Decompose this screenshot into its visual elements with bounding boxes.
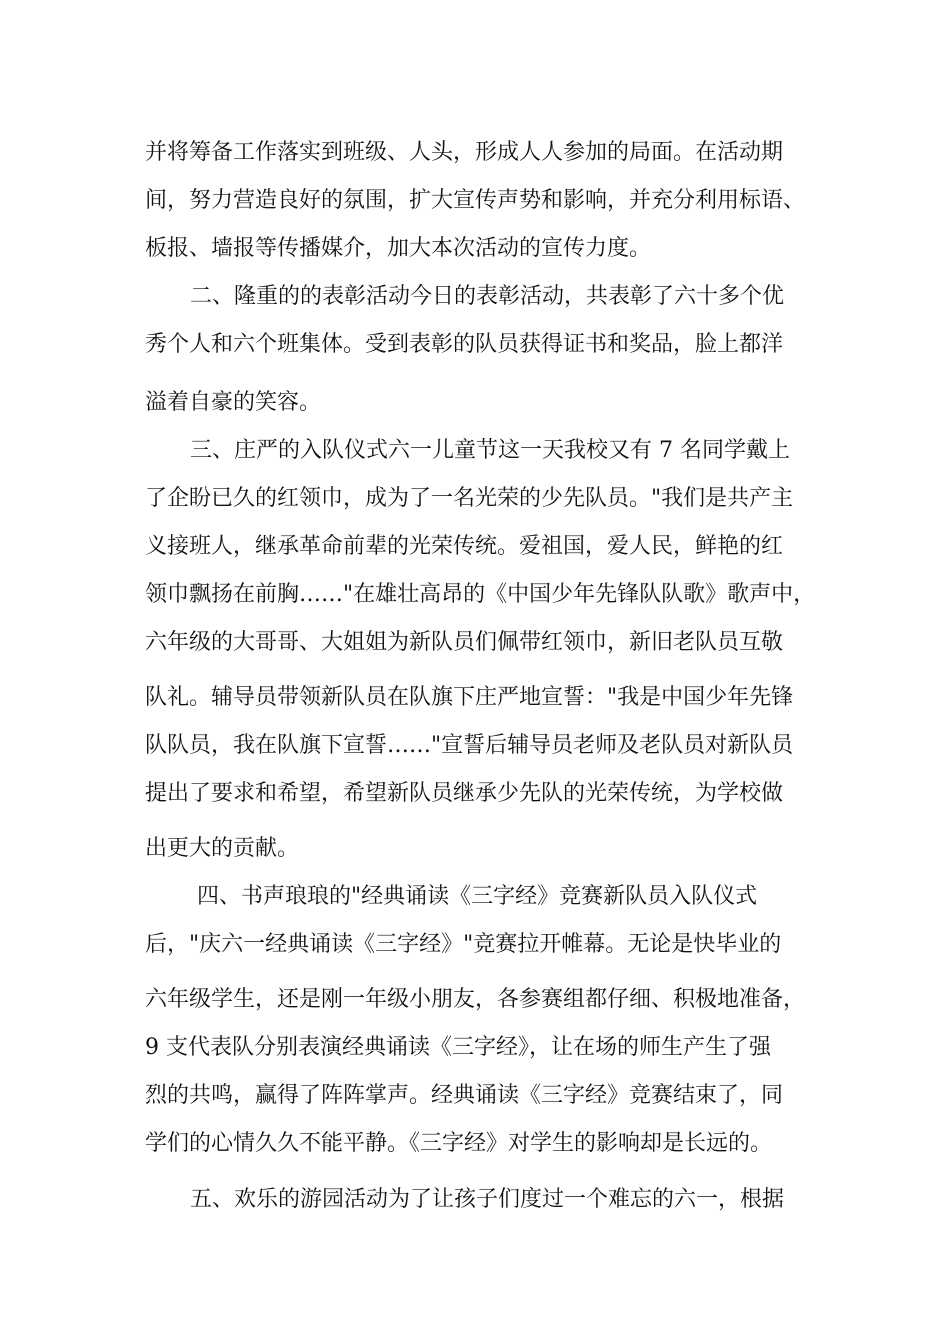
text-line: 六年级学生，还是刚一年级小朋友，各参赛组都仔细、积极地准备， — [145, 987, 806, 1012]
text-line: 队礼。辅导员带领新队员在队旗下庄严地宣誓："我是中国少年先锋 — [145, 685, 794, 710]
text-line: 队队员，我在队旗下宣誓……"宣誓后辅导员老师及老队员对新队员 — [145, 733, 794, 758]
text-line: 领巾飘扬在前胸……"在雄壮高昂的《中国少年先锋队队歌》歌声中， — [145, 582, 816, 607]
text-line: 9 支代表队分别表演经典诵读《三字经》，让在场的师生产生了强 — [145, 1035, 771, 1060]
paragraph-start-line: 三、庄严的入队仪式六一儿童节这一天我校又有 7 名同学戴上 — [190, 438, 790, 463]
text-line: 秀个人和六个班集体。受到表彰的队员获得证书和奖品，脸上都洋 — [145, 332, 784, 357]
text-line: 间，努力营造良好的氛围，扩大宣传声势和影响，并充分利用标语、 — [145, 188, 806, 213]
paragraph-start-line: 四、书声琅琅的"经典诵读《三字经》竞赛新队员入队仪式 — [197, 884, 758, 909]
text-line: 了企盼已久的红领巾，成为了一名光荣的少先队员。"我们是共产主 — [145, 486, 794, 511]
text-line: 并将筹备工作落实到班级、人头，形成人人参加的局面。在活动期 — [145, 140, 784, 165]
text-line: 溢着自豪的笑容。 — [145, 390, 322, 415]
text-line: 烈的共鸣，赢得了阵阵掌声。经典诵读《三字经》竞赛结束了，同 — [145, 1083, 784, 1108]
paragraph-start-line: 二、隆重的的表彰活动今日的表彰活动，共表彰了六十多个优 — [190, 284, 785, 309]
text-line: 后，"庆六一经典诵读《三字经》"竞赛拉开帷幕。无论是快毕业的 — [145, 932, 782, 957]
text-line: 义接班人，继承革命前辈的光荣传统。爱祖国，爱人民，鲜艳的红 — [145, 534, 784, 559]
text-line: 提出了要求和希望，希望新队员继承少先队的光荣传统，为学校做 — [145, 781, 784, 806]
text-line: 学们的心情久久不能平静。《三字经》对学生的影响却是长远的。 — [145, 1131, 773, 1156]
text-line: 出更大的贡献。 — [145, 836, 300, 861]
text-line: 板报、墙报等传播媒介，加大本次活动的宣传力度。 — [145, 236, 652, 261]
text-line: 六年级的大哥哥、大姐姐为新队员们佩带红领巾，新旧老队员互敬 — [145, 630, 784, 655]
paragraph-start-line: 五、欢乐的游园活动为了让孩子们度过一个难忘的六一，根据 — [190, 1187, 785, 1212]
